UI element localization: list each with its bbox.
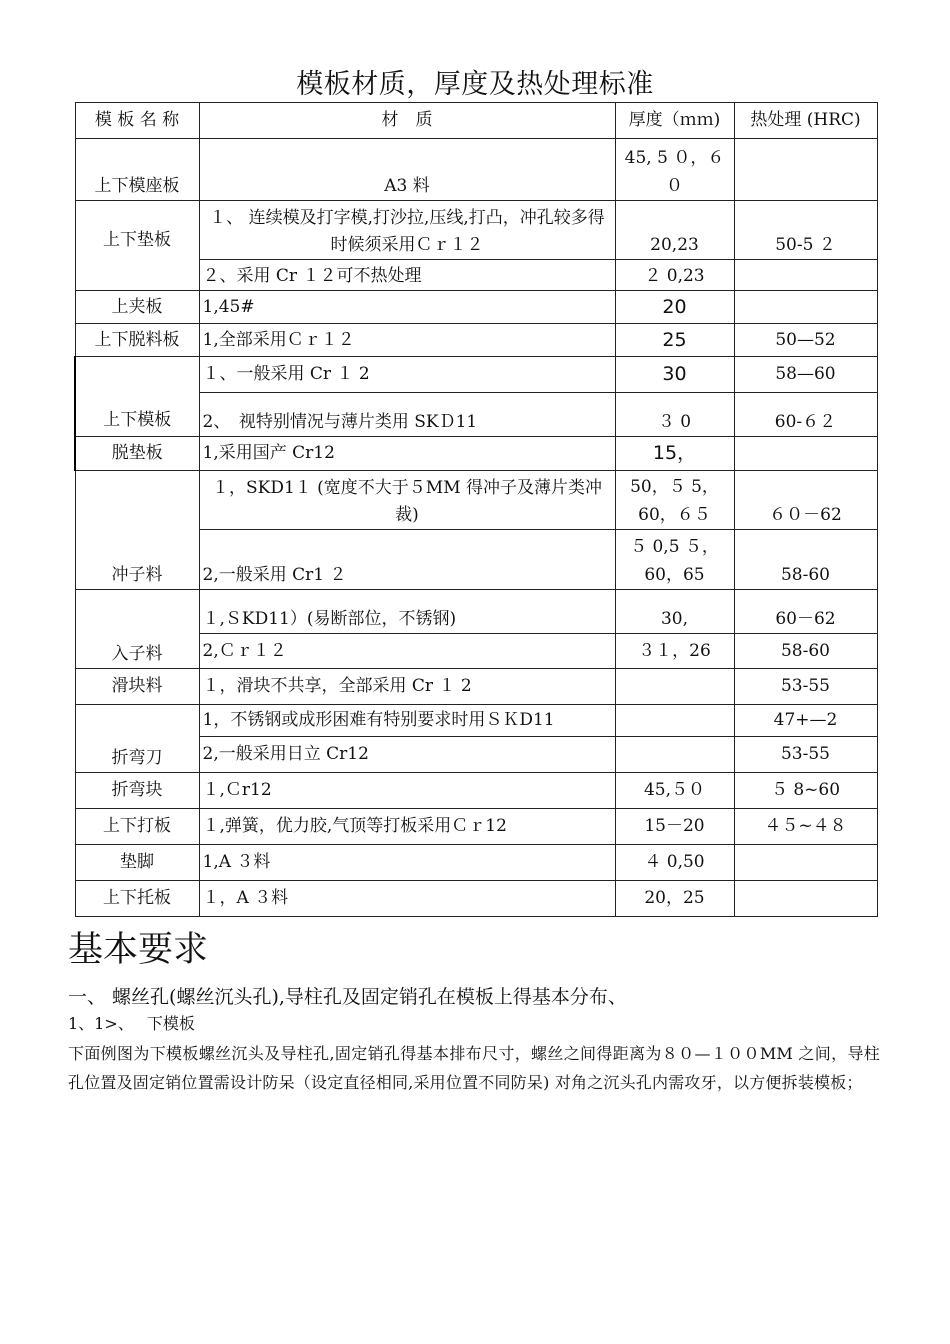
table-row bbox=[75, 705, 877, 737]
row-material: １、一般采用 Cr １ 2 bbox=[199, 357, 615, 393]
row-thickness bbox=[615, 669, 734, 705]
row-thickness: 50，５ 5，60，６５ bbox=[615, 471, 734, 530]
row-name: 上下打板 bbox=[75, 809, 199, 845]
row-hrc: ４５~４８ bbox=[734, 809, 877, 845]
row-thickness: 30 bbox=[615, 357, 734, 393]
table-row bbox=[75, 471, 877, 530]
page-title: 模板材质，厚度及热处理标准 bbox=[296, 69, 654, 100]
section-title: 基本要求 bbox=[68, 930, 209, 970]
row-thickness: 15， bbox=[615, 437, 734, 471]
row-name: 脱垫板 bbox=[75, 437, 199, 471]
row-material: 1,A ３料 bbox=[199, 845, 615, 881]
row-hrc: 60－62 bbox=[734, 590, 877, 634]
row-material: １，滑块不共享，全部采用 Cr １ 2 bbox=[199, 669, 615, 705]
row-thickness: ３１，26 bbox=[615, 634, 734, 669]
row-material: A3 料 bbox=[199, 139, 615, 201]
row-material: 2、 视特别情况与薄片类用 SKＤ11 bbox=[199, 393, 615, 437]
row-hrc bbox=[734, 291, 877, 324]
row-name: 上下模座板 bbox=[75, 139, 199, 201]
sub-subheading: 1、1>、 下模板 bbox=[68, 1014, 195, 1033]
table-header-row bbox=[75, 103, 877, 139]
row-hrc bbox=[734, 845, 877, 881]
row-thickness: 30, bbox=[615, 590, 734, 634]
material-spec-table bbox=[74, 102, 878, 917]
row-material: 1,采用国产 Cr12 bbox=[199, 437, 615, 471]
body-paragraph: 下面例图为下模板螺丝沉头及导柱孔,固定销孔得基本排布尺寸，螺丝之间得距离为８０—１００MM 之间，导柱孔位置及固定销位置需设计防呆（设定直径相同,采用位置不同防呆) 对角之沉头孔内需攻牙，以方便拆装模板； bbox=[68, 1044, 880, 1092]
row-material: 1，不锈钢或成形困难有特别要求时用ＳＫD11 bbox=[199, 705, 615, 737]
header-thickness: 厚度（ｍｍ) bbox=[615, 103, 734, 139]
row-name: 入子料 bbox=[75, 590, 199, 669]
row-hrc: ６０－62 bbox=[734, 471, 877, 530]
table-row bbox=[75, 139, 877, 201]
row-material: １,Ｃr12 bbox=[199, 773, 615, 809]
row-hrc: 58-60 bbox=[734, 634, 877, 669]
row-material: ２、采用 Cr １２可不热处理 bbox=[199, 260, 615, 291]
row-name: 滑块料 bbox=[75, 669, 199, 705]
row-material: １，A ３料 bbox=[199, 881, 615, 917]
row-material: １、 连续模及打字模,打沙拉,压线,打凸，冲孔较多得时候须采用Ｃｒ１２ bbox=[199, 201, 615, 260]
row-material: 2,一般采用 Cr1 ２ bbox=[199, 530, 615, 590]
row-thickness: 45,５０ bbox=[615, 773, 734, 809]
table-row bbox=[75, 669, 877, 705]
row-hrc bbox=[734, 139, 877, 201]
table-row bbox=[75, 845, 877, 881]
row-material: １,ＳKD11）(易断部位，不锈钢) bbox=[199, 590, 615, 634]
row-material: 1,45# bbox=[199, 291, 615, 324]
row-thickness: 20，25 bbox=[615, 881, 734, 917]
row-name: 上夹板 bbox=[75, 291, 199, 324]
row-name: 冲子料 bbox=[75, 471, 199, 590]
row-hrc: 53-55 bbox=[734, 669, 877, 705]
row-hrc: 47+—2 bbox=[734, 705, 877, 737]
row-thickness: ５ 0,5 ５，60，65 bbox=[615, 530, 734, 590]
row-thickness: ３ 0 bbox=[615, 393, 734, 437]
row-material: 2,一般采用日立 Cr12 bbox=[199, 737, 615, 773]
row-name: 上下托板 bbox=[75, 881, 199, 917]
row-material: １，SKD1１ (宽度不大于５MM 得冲子及薄片类冲裁) bbox=[199, 471, 615, 530]
table-row bbox=[75, 201, 877, 260]
row-hrc: 58-60 bbox=[734, 530, 877, 590]
row-thickness: 25 bbox=[615, 324, 734, 357]
row-thickness: 20 bbox=[615, 291, 734, 324]
row-thickness bbox=[615, 737, 734, 773]
table-row bbox=[75, 809, 877, 845]
table-row bbox=[75, 357, 877, 393]
table-row bbox=[75, 773, 877, 809]
header-hrc: 热处理 (HRC) bbox=[734, 103, 877, 139]
row-hrc: 60-６２ bbox=[734, 393, 877, 437]
row-hrc: 50-5 ２ bbox=[734, 201, 877, 260]
row-material: 2,Ｃｒ１２ bbox=[199, 634, 615, 669]
row-hrc: 50—52 bbox=[734, 324, 877, 357]
table-row bbox=[75, 324, 877, 357]
row-name: 上下垫板 bbox=[75, 201, 199, 291]
table-row bbox=[75, 437, 877, 471]
row-name: 上下模板 bbox=[75, 357, 199, 437]
row-name: 折弯块 bbox=[75, 773, 199, 809]
table-row bbox=[75, 881, 877, 917]
row-thickness: ４ 0,50 bbox=[615, 845, 734, 881]
row-material: 1,全部采用Ｃｒ１２ bbox=[199, 324, 615, 357]
row-hrc bbox=[734, 260, 877, 291]
table-row bbox=[75, 291, 877, 324]
row-name: 折弯刀 bbox=[75, 705, 199, 773]
row-material: １,弹簧，优力胶,气顶等打板采用Ｃｒ12 bbox=[199, 809, 615, 845]
row-thickness: 20,23 bbox=[615, 201, 734, 260]
table-row bbox=[75, 590, 877, 634]
row-name: 垫脚 bbox=[75, 845, 199, 881]
row-thickness: ２ 0,23 bbox=[615, 260, 734, 291]
row-thickness: 15－20 bbox=[615, 809, 734, 845]
header-name: 模 板 名 称 bbox=[75, 103, 199, 139]
row-hrc bbox=[734, 437, 877, 471]
row-thickness bbox=[615, 705, 734, 737]
row-name: 上下脱料板 bbox=[75, 324, 199, 357]
row-hrc bbox=[734, 881, 877, 917]
row-thickness: 45, 5 ０，６０ bbox=[615, 139, 734, 201]
row-hrc: ５ 8~60 bbox=[734, 773, 877, 809]
header-material: 材 质 bbox=[199, 103, 615, 139]
row-hrc: 53-55 bbox=[734, 737, 877, 773]
subheading: 一、 螺丝孔(螺丝沉头孔),导柱孔及固定销孔在模板上得基本分布、 bbox=[68, 986, 627, 1008]
row-hrc: 58—60 bbox=[734, 357, 877, 393]
